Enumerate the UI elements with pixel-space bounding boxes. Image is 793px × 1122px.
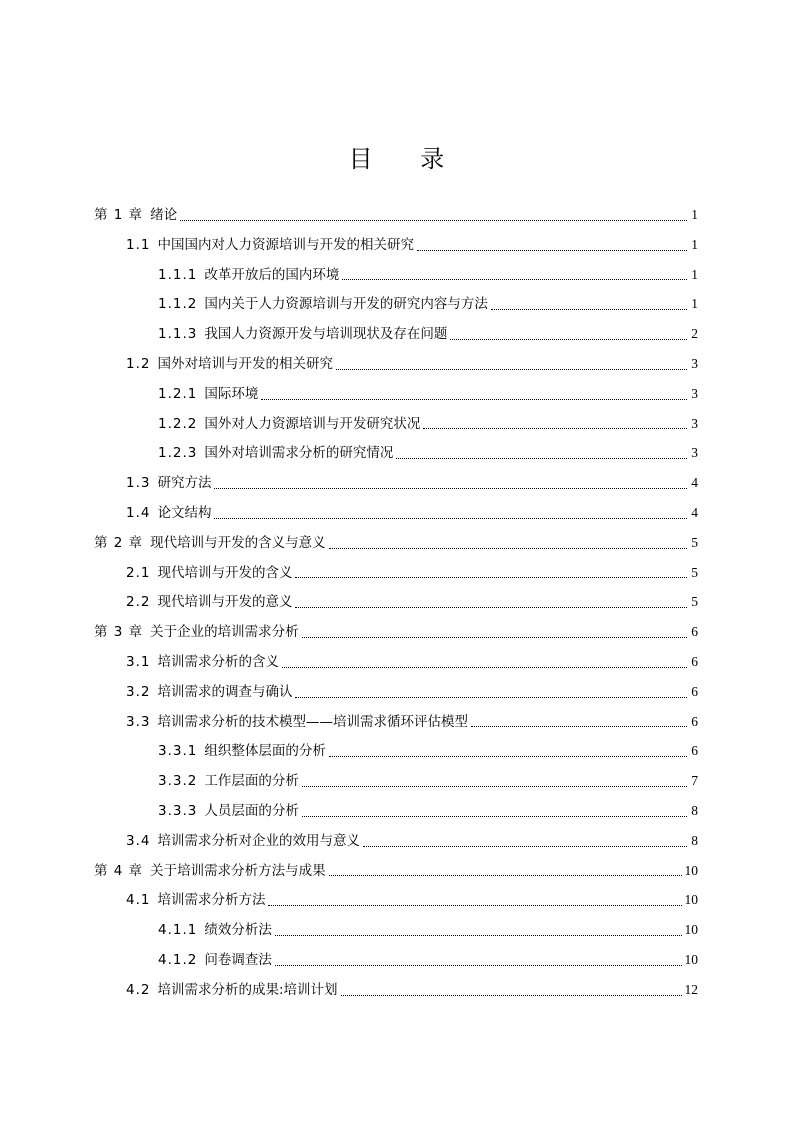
toc-entry-title: 国外对培训需求分析的研究情况 bbox=[204, 445, 394, 462]
toc-entry[interactable] bbox=[94, 885, 698, 915]
toc-entry-number: 2.1 bbox=[126, 564, 151, 581]
toc-entry-title: 人员层面的分析 bbox=[204, 802, 299, 819]
toc-entry-page-number: 10 bbox=[684, 951, 698, 967]
toc-entry[interactable] bbox=[94, 230, 698, 260]
toc-entry-title: 问卷调查法 bbox=[204, 951, 272, 968]
toc-entry[interactable] bbox=[94, 975, 698, 1005]
dot-leader bbox=[275, 964, 682, 966]
toc-entry-title: 国内关于人力资源培训与开发的研究内容与方法 bbox=[204, 296, 488, 313]
toc-entry-page-number: 10 bbox=[684, 922, 698, 938]
toc-entry-page-number: 6 bbox=[691, 683, 698, 699]
toc-entry-page-number: 5 bbox=[691, 594, 698, 610]
toc-entry-number: 1.4 bbox=[126, 504, 151, 521]
toc-entry-page-number: 6 bbox=[691, 624, 698, 640]
toc-entry-title: 培训需求分析的技术模型——培训需求循环评估模型 bbox=[157, 713, 468, 730]
toc-entry-page-number: 3 bbox=[691, 385, 698, 401]
toc-entry-number: 1.1.2 bbox=[158, 296, 198, 313]
toc-entry-title: 我国人力资源开发与培训现状及存在问题 bbox=[204, 326, 448, 343]
toc-entry[interactable] bbox=[94, 587, 698, 617]
toc-entry-number: 3.3.3 bbox=[158, 802, 198, 819]
toc-entry[interactable] bbox=[94, 528, 698, 558]
dot-leader bbox=[302, 815, 687, 817]
toc-entry-number: 1.1.3 bbox=[158, 326, 198, 343]
toc-entry-page-number: 6 bbox=[691, 713, 698, 729]
toc-entry-title: 培训需求分析的含义 bbox=[157, 653, 279, 670]
page-title: 目 录 bbox=[348, 145, 465, 173]
toc-entry-title: 研究方法 bbox=[157, 475, 212, 492]
toc-entry[interactable] bbox=[94, 766, 698, 796]
toc-entry-title: 绩效分析法 bbox=[204, 922, 272, 939]
dot-leader bbox=[214, 487, 687, 489]
dot-leader bbox=[341, 994, 682, 996]
toc-entry-page-number: 1 bbox=[691, 266, 698, 282]
toc-entry-page-number: 1 bbox=[691, 207, 698, 222]
toc-entry-page-number: 10 bbox=[684, 862, 698, 878]
toc-entry-page-number: 6 bbox=[691, 743, 698, 759]
toc-entry-number: 3.2 bbox=[126, 683, 151, 700]
dot-leader bbox=[417, 249, 687, 251]
toc-entry[interactable] bbox=[94, 498, 698, 528]
dot-leader bbox=[282, 666, 687, 668]
dot-leader bbox=[214, 517, 687, 519]
toc-entry-title: 培训需求分析方法 bbox=[157, 892, 266, 909]
toc-entry-page-number: 3 bbox=[691, 355, 698, 371]
toc-entry-number: 1.2.1 bbox=[158, 385, 198, 402]
toc-entry-number: 1.3 bbox=[126, 475, 151, 492]
toc-entry[interactable] bbox=[94, 796, 698, 826]
dot-leader bbox=[396, 457, 687, 459]
toc-entry[interactable] bbox=[94, 915, 698, 945]
toc-entry[interactable] bbox=[94, 409, 698, 439]
toc-entry-page-number: 1 bbox=[691, 236, 698, 252]
toc-entry[interactable] bbox=[94, 260, 698, 290]
toc-entry-title: 绪论 bbox=[150, 207, 178, 223]
dot-leader bbox=[491, 308, 687, 310]
toc-entry-number: 第 2 章 bbox=[94, 534, 144, 551]
toc-entry-title: 培训需求分析的成果:培训计划 bbox=[157, 981, 338, 998]
toc-entry-number: 3.3.1 bbox=[158, 743, 198, 760]
toc-entry-title: 现代培训与开发的意义 bbox=[157, 594, 293, 611]
toc-entry[interactable] bbox=[94, 856, 698, 886]
toc-entry[interactable] bbox=[94, 349, 698, 379]
toc-entry-title: 关于培训需求分析方法与成果 bbox=[150, 862, 326, 879]
dot-leader bbox=[295, 576, 687, 578]
toc-entry-title: 中国国内对人力资源培训与开发的相关研究 bbox=[157, 236, 414, 253]
toc-entry-page-number: 7 bbox=[691, 773, 698, 789]
toc-entry[interactable] bbox=[94, 617, 698, 647]
toc-entry[interactable] bbox=[94, 468, 698, 498]
dot-leader bbox=[336, 368, 687, 370]
toc-entry-number: 4.2 bbox=[126, 981, 151, 998]
toc-entry-page-number: 5 bbox=[691, 564, 698, 580]
toc-entry-title: 关于企业的培训需求分析 bbox=[150, 624, 299, 641]
toc-entry[interactable] bbox=[94, 558, 698, 588]
toc-entry-title: 组织整体层面的分析 bbox=[204, 743, 326, 760]
toc-entry-number: 第 1 章 bbox=[94, 207, 144, 223]
dot-leader bbox=[295, 606, 687, 608]
toc-entry-page-number: 1 bbox=[691, 296, 698, 312]
toc-entry-number: 2.2 bbox=[126, 594, 151, 611]
toc-entry[interactable] bbox=[94, 438, 698, 468]
toc-entry-title: 改革开放后的国内环境 bbox=[204, 266, 340, 283]
toc-entry-number: 3.1 bbox=[126, 653, 151, 670]
toc-entry-title: 国外对人力资源培训与开发研究状况 bbox=[204, 415, 421, 432]
dot-leader bbox=[342, 278, 687, 280]
toc-entry-number: 4.1.1 bbox=[158, 922, 198, 939]
toc-entry-number: 4.1 bbox=[126, 892, 151, 909]
dot-leader bbox=[295, 696, 687, 698]
toc-entry-title: 国外对培训与开发的相关研究 bbox=[157, 355, 333, 372]
toc-entry-page-number: 2 bbox=[691, 326, 698, 342]
dot-leader bbox=[275, 934, 682, 936]
toc-entry-page-number: 5 bbox=[691, 534, 698, 550]
dot-leader bbox=[450, 338, 687, 340]
dot-leader bbox=[423, 427, 687, 429]
toc-entry-number: 第 3 章 bbox=[94, 624, 144, 641]
toc-entry[interactable] bbox=[94, 379, 698, 409]
dot-leader bbox=[329, 874, 682, 876]
toc-entry[interactable] bbox=[94, 826, 698, 856]
toc-entry-number: 第 4 章 bbox=[94, 862, 144, 879]
toc-entry-number: 1.2.3 bbox=[158, 445, 198, 462]
dot-leader bbox=[268, 904, 681, 906]
toc-entry[interactable] bbox=[94, 319, 698, 349]
toc-entry[interactable] bbox=[94, 945, 698, 975]
toc-entry-number: 4.1.2 bbox=[158, 951, 198, 968]
dot-leader bbox=[363, 845, 687, 847]
toc-entry-number: 1.2.2 bbox=[158, 415, 198, 432]
toc-entry-page-number: 12 bbox=[684, 981, 698, 997]
dot-leader bbox=[471, 725, 687, 727]
toc-entry-page-number: 6 bbox=[691, 653, 698, 669]
toc-entry[interactable] bbox=[94, 677, 698, 707]
toc-entry-title: 培训需求的调查与确认 bbox=[157, 683, 293, 700]
toc-entry[interactable] bbox=[94, 200, 698, 230]
toc-entry-number: 3.4 bbox=[126, 832, 151, 849]
toc-entry[interactable] bbox=[94, 736, 698, 766]
dot-leader bbox=[302, 636, 687, 638]
toc-entry-title: 现代培训与开发的含义与意义 bbox=[150, 534, 326, 551]
toc-entry-title: 培训需求分析对企业的效用与意义 bbox=[157, 832, 360, 849]
toc-entry-page-number: 3 bbox=[691, 415, 698, 431]
dot-leader bbox=[302, 785, 687, 787]
toc-entry-number: 3.3.2 bbox=[158, 773, 198, 790]
dot-leader bbox=[180, 219, 687, 221]
toc-entry[interactable] bbox=[94, 647, 698, 677]
toc-entry[interactable] bbox=[94, 289, 698, 319]
toc-entry-page-number: 4 bbox=[691, 475, 698, 491]
toc-entry-page-number: 10 bbox=[684, 892, 698, 908]
toc-entry-page-number: 4 bbox=[691, 504, 698, 520]
toc-entry-title: 国际环境 bbox=[204, 385, 259, 402]
toc-entry-number: 1.1.1 bbox=[158, 266, 198, 283]
toc-entry-number: 1.2 bbox=[126, 355, 151, 372]
dot-leader bbox=[329, 547, 687, 549]
toc-entry[interactable] bbox=[94, 707, 698, 737]
toc-entry-page-number: 3 bbox=[691, 445, 698, 461]
dot-leader bbox=[329, 755, 687, 757]
table-of-contents bbox=[94, 200, 698, 1005]
toc-entry-page-number: 8 bbox=[691, 802, 698, 818]
dot-leader bbox=[261, 398, 687, 400]
toc-entry-number: 3.3 bbox=[126, 713, 151, 730]
toc-entry-page-number: 8 bbox=[691, 832, 698, 848]
toc-entry-number: 1.1 bbox=[126, 236, 151, 253]
toc-entry-title: 工作层面的分析 bbox=[204, 773, 299, 790]
toc-entry-title: 现代培训与开发的含义 bbox=[157, 564, 293, 581]
toc-entry-title: 论文结构 bbox=[157, 504, 212, 521]
